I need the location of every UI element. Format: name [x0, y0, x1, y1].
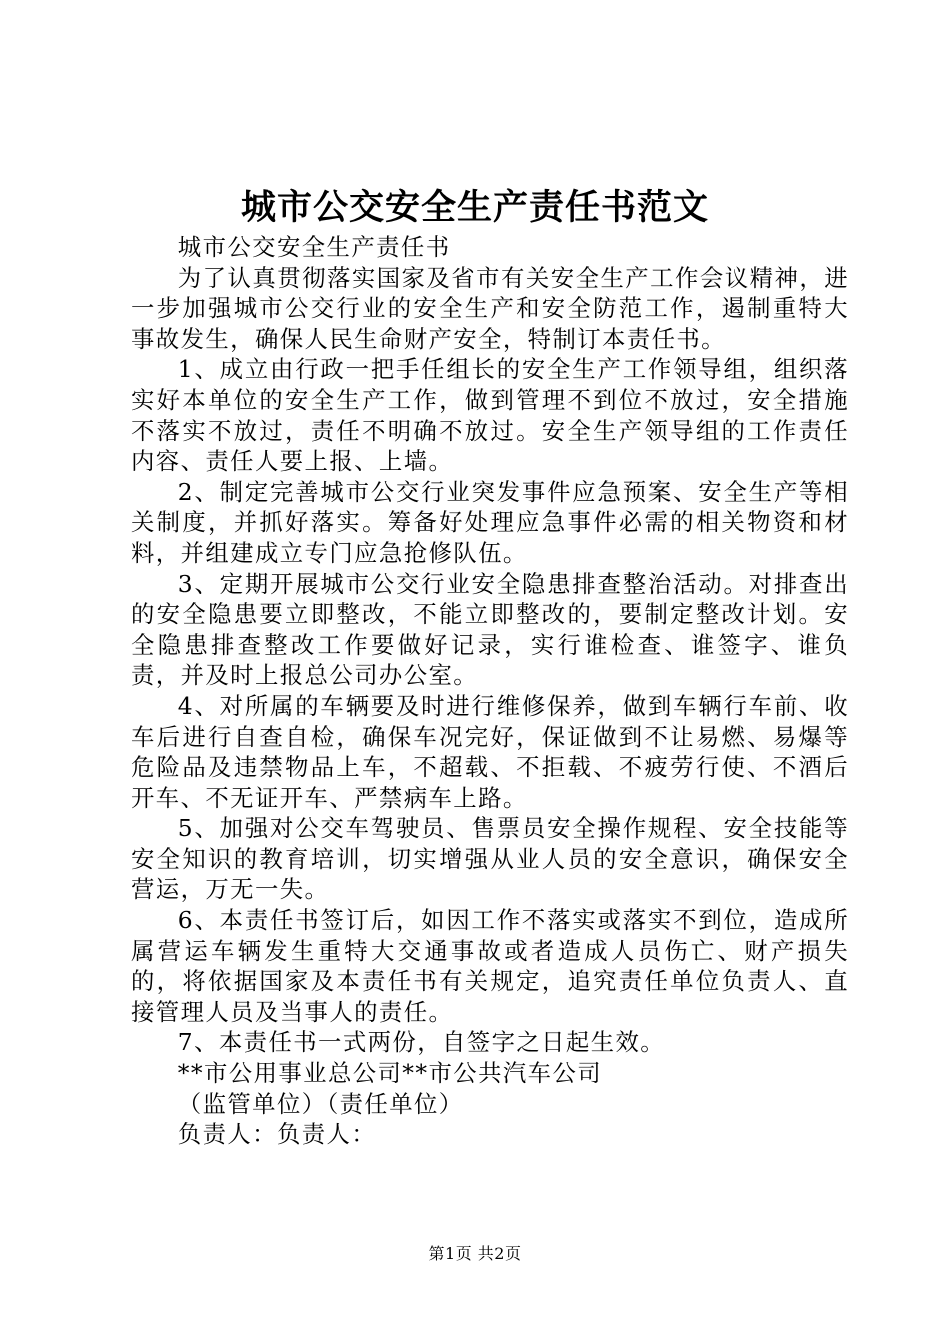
document-body: [131, 232, 849, 1150]
signatory-persons: 负责人：负责人：: [177, 1120, 377, 1149]
intro-paragraph: 为了认真贯彻落实国家及省市有关安全生产工作会议精神，进一步加强城市公交行业的安全生产和安全防范工作，遏制重特大事故发生，确保人民生命财产安全，特制订本责任书。: [131, 263, 849, 353]
clause-1: 1、成立由行政一把手任组长的安全生产工作领导组，组织落实好本单位的安全生产工作，做到管理不到位不放过，安全措施不落实不放过，责任不明确不放过。安全生产领导组的工作责任内容、责任人要上报、上墙。: [131, 355, 849, 476]
clause-7: 7、本责任书一式两份，自签字之日起生效。: [177, 1028, 666, 1057]
clause-5: 5、加强对公交车驾驶员、售票员安全操作规程、安全技能等安全知识的教育培训，切实增强从业人员的安全意识，确保安全营运，万无一失。: [131, 814, 849, 904]
clause-4: 4、对所属的车辆要及时进行维修保养，做到车辆行车前、收车后进行自查自检，确保车况完好，保证做到不让易燃、易爆等危险品及违禁物品上车，不超载、不拒载、不疲劳行使、不酒后开车、不无证开车、严禁病车上路。: [131, 691, 849, 812]
page-number-footer: 第1页 共2页: [428, 1244, 522, 1263]
signatory-companies: **市公用事业总公司**市公共汽车公司: [177, 1059, 603, 1088]
document-title: 城市公交安全生产责任书范文: [240, 187, 709, 228]
clause-3: 3、定期开展城市公交行业安全隐患排查整治活动。对排查出的安全隐患要立即整改，不能立即整改的，要制定整改计划。安全隐患排查整改工作要做好记录，实行谁检查、谁签字、谁负责，并及时上报总公司办公室。: [131, 569, 849, 690]
signatory-roles: （监管单位）（责任单位）: [177, 1089, 464, 1118]
clause-2: 2、制定完善城市公交行业突发事件应急预案、安全生产等相关制度，并抓好落实。筹备好处理应急事件必需的相关物资和材料，并组建成立专门应急抢修队伍。: [131, 477, 849, 567]
clause-6: 6、本责任书签订后，如因工作不落实或落实不到位，造成所属营运车辆发生重特大交通事故或者造成人员伤亡、财产损失的，将依据国家及本责任书有关规定，追究责任单位负责人、直接管理人员及当事人的责任。: [131, 906, 849, 1026]
document-subtitle: 城市公交安全生产责任书: [177, 233, 451, 261]
